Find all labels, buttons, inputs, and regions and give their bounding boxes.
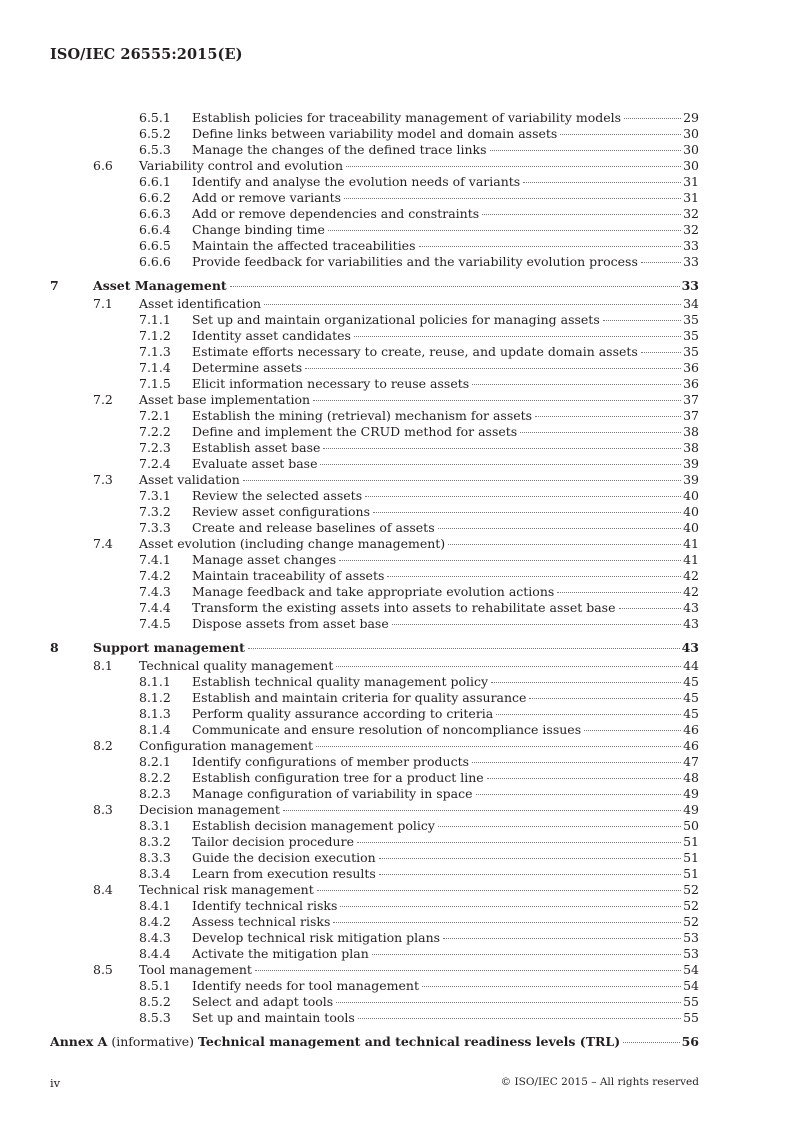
toc-entry-title: Asset identification (139, 296, 262, 311)
toc-entry-number: 7.3.3 (139, 520, 171, 535)
toc-entry-title: Tool management (139, 962, 252, 977)
annex-note: (informative) (111, 1034, 195, 1049)
dot-leader (358, 1018, 681, 1019)
toc-entry-page: 43 (683, 600, 699, 615)
dot-leader (392, 624, 681, 625)
toc-entry-title: Transform the existing assets into assets to rehabilitate asset base (192, 600, 616, 615)
toc-entry[interactable] (0, 568, 793, 584)
toc-entry-title: Set up and maintain tools (192, 1010, 355, 1025)
dot-leader (624, 118, 681, 119)
toc-entry-number: 8 (50, 640, 59, 655)
toc-entry-number: 8.2 (93, 738, 113, 753)
toc-entry-number: 7.2.4 (139, 456, 171, 471)
toc-entry-number: 7.4.2 (139, 568, 171, 583)
toc-entry-title: Identify and analyse the evolution needs of variants (192, 174, 521, 189)
toc-entry-number: 6.6 (93, 158, 113, 173)
toc-entry-page: 42 (683, 568, 699, 583)
toc-entry-page: 49 (683, 786, 699, 801)
dot-leader (283, 810, 681, 811)
toc-entry-page: 46 (683, 738, 699, 753)
dot-leader (373, 512, 681, 513)
toc-entry-title: Review asset configurations (192, 504, 371, 519)
toc-entry-page: 37 (683, 392, 699, 407)
toc-entry-page: 53 (683, 930, 699, 945)
toc-entry-page: 45 (683, 690, 699, 705)
toc-entry[interactable] (0, 376, 793, 392)
dot-leader (313, 400, 681, 401)
toc-entry[interactable] (0, 818, 793, 834)
toc-entry[interactable] (0, 616, 793, 632)
toc-entry-number: 6.6.3 (139, 206, 171, 221)
toc-entry-title: Assess technical risks (192, 914, 331, 929)
toc-entry[interactable] (0, 770, 793, 786)
dot-leader (490, 150, 682, 151)
toc-entry-title: Asset base implementation (139, 392, 311, 407)
dot-leader (619, 608, 682, 609)
dot-leader (333, 922, 681, 923)
footer-copyright: © ISO/IEC 2015 – All rights reserved (500, 1076, 699, 1088)
toc-entry[interactable] (0, 930, 793, 946)
toc-entry-page: 51 (683, 834, 699, 849)
toc-entry-number: 7.3.2 (139, 504, 171, 519)
toc-entry[interactable] (0, 600, 793, 616)
toc-entry-number: 8.4 (93, 882, 113, 897)
toc-entry-title: Estimate efforts necessary to create, reuse, and update domain assets (192, 344, 638, 359)
toc-entry-page: 40 (683, 504, 699, 519)
toc-entry-page: 48 (683, 770, 699, 785)
toc-entry-page: 33 (683, 254, 699, 269)
toc-entry-page: 30 (683, 142, 699, 157)
toc-entry[interactable] (0, 296, 793, 312)
toc-entry-title: Manage feedback and take appropriate evolution actions (192, 584, 555, 599)
dot-leader (523, 182, 681, 183)
dot-leader (365, 496, 681, 497)
toc-entry-page: 36 (683, 360, 699, 375)
toc-entry-number: 7.4.5 (139, 616, 171, 631)
toc-entry-number: 8.4.2 (139, 914, 171, 929)
toc-entry-number: 6.5.3 (139, 142, 171, 157)
dot-leader (320, 464, 681, 465)
toc-entry-title: Decision management (139, 802, 280, 817)
dot-leader (472, 762, 681, 763)
toc-entry[interactable] (0, 344, 793, 360)
toc-entry[interactable] (0, 786, 793, 802)
toc-entry-title: Change binding time (192, 222, 325, 237)
toc-entry[interactable] (0, 1010, 793, 1026)
dot-leader (230, 286, 680, 287)
toc-entry-number: 7.1.4 (139, 360, 171, 375)
toc-entry-title: Review the selected assets (192, 488, 363, 503)
dot-leader (243, 480, 681, 481)
dot-leader (641, 352, 681, 353)
toc-entry-page: 36 (683, 376, 699, 391)
toc-entry-number: 6.5.2 (139, 126, 171, 141)
toc-entry-page: 51 (683, 850, 699, 865)
toc-entry-title: Select and adapt tools (192, 994, 334, 1009)
toc-entry-number: 7.3.1 (139, 488, 171, 503)
toc-entry-number: 8.5 (93, 962, 113, 977)
toc-entry-title: Dispose assets from asset base (192, 616, 389, 631)
toc-entry[interactable] (0, 190, 793, 206)
dot-leader (305, 368, 681, 369)
toc-entry-title: Maintain the affected traceabilities (192, 238, 416, 253)
toc-entry-page: 41 (683, 552, 699, 567)
toc-entry-title: Configuration management (139, 738, 314, 753)
toc-entry-title: Manage the changes of the defined trace links (192, 142, 487, 157)
dot-leader (603, 320, 681, 321)
toc-entry-page: 41 (683, 536, 699, 551)
toc-entry[interactable] (0, 536, 793, 552)
dot-leader (346, 166, 681, 167)
dot-leader (372, 954, 681, 955)
toc-entry-page: 54 (683, 962, 699, 977)
toc-entry-number: 8.2.3 (139, 786, 171, 801)
toc-entry-title: Establish and maintain criteria for quality assurance (192, 690, 527, 705)
toc-entry-title: Activate the mitigation plan (192, 946, 369, 961)
toc-entry-number: 8.3.1 (139, 818, 171, 833)
dot-leader (339, 560, 681, 561)
toc-entry-number: 7.4.3 (139, 584, 171, 599)
dot-leader (557, 592, 681, 593)
toc-entry-number: 8.2.2 (139, 770, 171, 785)
toc-entry-number: 6.5.1 (139, 110, 171, 125)
toc-entry[interactable] (0, 898, 793, 914)
toc-entry-number: 7.4 (93, 536, 113, 551)
toc-entry-title: Create and release baselines of assets (192, 520, 435, 535)
dot-leader (422, 986, 681, 987)
toc-entry-number: 7.1.2 (139, 328, 171, 343)
toc-entry-title: Determine assets (192, 360, 303, 375)
toc-entry-page: 55 (683, 994, 699, 1009)
toc-entry-number: 8.3.2 (139, 834, 171, 849)
dot-leader (248, 648, 680, 649)
toc-entry-page: 33 (683, 238, 699, 253)
toc-entry-page: 52 (683, 914, 699, 929)
toc-entry[interactable] (0, 994, 793, 1010)
toc-entry-title: Establish decision management policy (192, 818, 435, 833)
dot-leader (560, 134, 681, 135)
dot-leader (520, 432, 681, 433)
dot-leader (438, 528, 681, 529)
toc-entry-title: Identify needs for tool management (192, 978, 419, 993)
toc-entry[interactable] (0, 834, 793, 850)
toc-entry[interactable] (0, 206, 793, 222)
toc-entry-number: 8.1.3 (139, 706, 171, 721)
toc-entry-page: 32 (683, 222, 699, 237)
dot-leader (379, 874, 681, 875)
toc-entry-title: Learn from execution results (192, 866, 376, 881)
dot-leader (264, 304, 681, 305)
dot-leader (491, 682, 681, 683)
toc-entry-title: Identify technical risks (192, 898, 338, 913)
toc-entry-page: 45 (683, 674, 699, 689)
toc-entry-page: 54 (683, 978, 699, 993)
dot-leader (357, 842, 681, 843)
toc-entry-number: 7 (50, 278, 59, 293)
toc-entry-number: 7.2.1 (139, 408, 171, 423)
toc-entry-number: 7.3 (93, 472, 113, 487)
toc-entry[interactable] (0, 914, 793, 930)
toc-entry[interactable] (0, 706, 793, 722)
toc-entry[interactable] (0, 440, 793, 456)
toc-entry-title: Establish technical quality management policy (192, 674, 489, 689)
annex-label: Annex A (50, 1034, 108, 1049)
dot-leader (535, 416, 681, 417)
toc-entry-number: 7.2.2 (139, 424, 171, 439)
toc-entry-page: 31 (683, 174, 699, 189)
dot-leader (448, 544, 681, 545)
toc-entry[interactable] (0, 278, 793, 294)
toc-entry-page: 53 (683, 946, 699, 961)
toc-entry[interactable] (0, 472, 793, 488)
toc-entry-number: 8.1.4 (139, 722, 171, 737)
toc-entry[interactable] (0, 520, 793, 536)
toc-entry-page: 51 (683, 866, 699, 881)
toc-entry[interactable] (0, 674, 793, 690)
toc-entry-number: 6.6.2 (139, 190, 171, 205)
toc-entry-number: 7.1 (93, 296, 113, 311)
dot-leader (354, 336, 681, 337)
toc-entry-title: Support management (93, 640, 245, 655)
toc-entry[interactable] (0, 738, 793, 754)
toc-entry-page: 50 (683, 818, 699, 833)
toc-entry-number: 7.1.3 (139, 344, 171, 359)
toc-entry-title: Define links between variability model and domain assets (192, 126, 558, 141)
toc-entry-title: Identity asset candidates (192, 328, 351, 343)
toc-entry-number: 7.4.4 (139, 600, 171, 615)
toc-entry-title: Add or remove dependencies and constraints (192, 206, 480, 221)
toc-entry-number: 7.4.1 (139, 552, 171, 567)
toc-entry-page: 49 (683, 802, 699, 817)
toc-entry-page: 43 (681, 640, 699, 655)
dot-leader (323, 448, 681, 449)
toc-entry[interactable] (0, 312, 793, 328)
dot-leader (623, 1042, 679, 1043)
dot-leader (496, 714, 681, 715)
toc-entry-number: 8.3 (93, 802, 113, 817)
footer-page-number: iv (50, 1076, 61, 1090)
toc-entry-number: 7.1.5 (139, 376, 171, 391)
toc-entry-number: 8.3.3 (139, 850, 171, 865)
toc-entry-page: 35 (683, 312, 699, 327)
toc-entry-number: 8.5.3 (139, 1010, 171, 1025)
toc-entry-page: 32 (683, 206, 699, 221)
toc-entry-title: Guide the decision execution (192, 850, 376, 865)
toc-entry-title: Technical quality management (139, 658, 334, 673)
dot-leader (443, 938, 681, 939)
toc-entry-title: Variability control and evolution (139, 158, 343, 173)
dot-leader (482, 214, 681, 215)
toc-entry-title: Technical risk management (139, 882, 314, 897)
toc-entry[interactable] (0, 408, 793, 424)
dot-leader (487, 778, 681, 779)
toc-entry-title: Asset Management (93, 278, 227, 293)
toc-entry-title: Set up and maintain organizational policies for managing assets (192, 312, 600, 327)
toc-entry-page: 35 (683, 344, 699, 359)
annex-page: 56 (681, 1034, 699, 1049)
toc-entry-number: 6.6.4 (139, 222, 171, 237)
toc-entry-title: Develop technical risk mitigation plans (192, 930, 441, 945)
toc-entry-title: Tailor decision procedure (192, 834, 354, 849)
toc-entry[interactable] (0, 360, 793, 376)
toc-entry-page: 55 (683, 1010, 699, 1025)
toc-entry-page: 44 (683, 658, 699, 673)
annex-title-line (50, 1034, 620, 1050)
toc-entry[interactable] (0, 424, 793, 440)
annex-title: Technical management and technical readiness levels (TRL) (198, 1034, 621, 1049)
dot-leader (316, 746, 681, 747)
toc-entry[interactable] (0, 254, 793, 270)
dot-leader (419, 246, 682, 247)
toc-entry[interactable] (0, 850, 793, 866)
dot-leader (340, 906, 681, 907)
toc-entry-page: 35 (683, 328, 699, 343)
dot-leader (529, 698, 681, 699)
toc-entry-number: 7.1.1 (139, 312, 171, 327)
toc-entry-page: 38 (683, 424, 699, 439)
toc-entry[interactable] (0, 504, 793, 520)
toc-entry-page: 47 (683, 754, 699, 769)
dot-leader (336, 666, 681, 667)
dot-leader (476, 794, 682, 795)
toc-entry-title: Identify configurations of member products (192, 754, 470, 769)
toc-entry-number: 8.4.3 (139, 930, 171, 945)
toc-entry[interactable] (0, 222, 793, 238)
toc-entry-number: 6.6.5 (139, 238, 171, 253)
toc-entry-page: 46 (683, 722, 699, 737)
toc-entry-title: Asset validation (139, 472, 240, 487)
toc-entry-title: Asset evolution (including change management) (139, 536, 446, 551)
toc-entry[interactable] (0, 328, 793, 344)
toc-entry-number: 8.4.4 (139, 946, 171, 961)
toc-entry-title: Maintain traceability of assets (192, 568, 385, 583)
dot-leader (472, 384, 681, 385)
toc-entry[interactable] (0, 754, 793, 770)
toc-entry[interactable] (0, 802, 793, 818)
toc-entry-title: Manage asset changes (192, 552, 337, 567)
toc-entry-page: 30 (683, 126, 699, 141)
toc-entry-title: Establish the mining (retrieval) mechanism for assets (192, 408, 533, 423)
toc-entry-number: 8.2.1 (139, 754, 171, 769)
toc-entry[interactable] (0, 142, 793, 158)
toc-entry-number: 8.3.4 (139, 866, 171, 881)
toc-entry-page: 30 (683, 158, 699, 173)
toc-entry-number: 8.5.1 (139, 978, 171, 993)
toc-entry[interactable] (0, 658, 793, 674)
toc-entry[interactable] (0, 690, 793, 706)
toc-entry[interactable] (0, 488, 793, 504)
toc-entry[interactable] (0, 978, 793, 994)
toc-entry[interactable] (0, 238, 793, 254)
toc-entry-page: 31 (683, 190, 699, 205)
toc-entry-title: Establish policies for traceability management of variability models (192, 110, 622, 125)
toc-entry-page: 42 (683, 584, 699, 599)
dot-leader (328, 230, 681, 231)
toc-entry[interactable] (0, 126, 793, 142)
dot-leader (344, 198, 681, 199)
toc-entry-number: 8.1.2 (139, 690, 171, 705)
toc-entry-title: Establish configuration tree for a product line (192, 770, 484, 785)
toc-entry-page: 43 (683, 616, 699, 631)
toc-entry-page: 39 (683, 456, 699, 471)
toc-entry-number: 6.6.6 (139, 254, 171, 269)
toc-entry-page: 40 (683, 488, 699, 503)
dot-leader (255, 970, 681, 971)
toc-entry-title: Elicit information necessary to reuse assets (192, 376, 470, 391)
toc-entry[interactable] (0, 866, 793, 882)
toc-entry[interactable] (0, 722, 793, 738)
toc-entry[interactable] (0, 456, 793, 472)
toc-entry-page: 39 (683, 472, 699, 487)
toc-entry[interactable] (0, 946, 793, 962)
toc-entry[interactable] (0, 158, 793, 174)
toc-entry-title: Add or remove variants (192, 190, 342, 205)
toc-entry-number: 8.5.2 (139, 994, 171, 1009)
toc-entry-number: 8.1 (93, 658, 113, 673)
document-header: ISO/IEC 26555:2015(E) (50, 46, 243, 63)
toc-entry-page: 52 (683, 898, 699, 913)
toc-entry-title: Define and implement the CRUD method for assets (192, 424, 518, 439)
toc-entry-page: 52 (683, 882, 699, 897)
dot-leader (438, 826, 681, 827)
toc-entry-title: Perform quality assurance according to criteria (192, 706, 494, 721)
toc-entry-title: Evaluate asset base (192, 456, 318, 471)
toc-entry-title: Communicate and ensure resolution of noncompliance issues (192, 722, 582, 737)
toc-entry-number: 8.4.1 (139, 898, 171, 913)
dot-leader (379, 858, 681, 859)
dot-leader (584, 730, 681, 731)
toc-entry[interactable] (0, 552, 793, 568)
toc-entry[interactable] (0, 640, 793, 656)
toc-entry[interactable] (0, 962, 793, 978)
toc-entry-number: 6.6.1 (139, 174, 171, 189)
toc-entry-number: 7.2.3 (139, 440, 171, 455)
toc-entry-page: 33 (681, 278, 699, 293)
toc-entry-page: 29 (683, 110, 699, 125)
dot-leader (641, 262, 681, 263)
toc-entry[interactable] (0, 584, 793, 600)
toc-entry[interactable] (0, 110, 793, 126)
dot-leader (336, 1002, 681, 1003)
toc-entry-page: 34 (683, 296, 699, 311)
toc-entry-page: 40 (683, 520, 699, 535)
toc-entry-page: 45 (683, 706, 699, 721)
toc-entry[interactable] (0, 174, 793, 190)
toc-entry-title: Manage configuration of variability in space (192, 786, 473, 801)
toc-entry[interactable] (0, 392, 793, 408)
toc-entry-title: Provide feedback for variabilities and the variability evolution process (192, 254, 638, 269)
toc-annex-entry[interactable] (0, 1034, 793, 1050)
toc-entry-number: 8.1.1 (139, 674, 171, 689)
toc-entry-page: 37 (683, 408, 699, 423)
dot-leader (317, 890, 681, 891)
toc-entry-title: Establish asset base (192, 440, 321, 455)
toc-entry-page: 38 (683, 440, 699, 455)
dot-leader (387, 576, 681, 577)
toc-entry[interactable] (0, 882, 793, 898)
toc-entry-number: 7.2 (93, 392, 113, 407)
